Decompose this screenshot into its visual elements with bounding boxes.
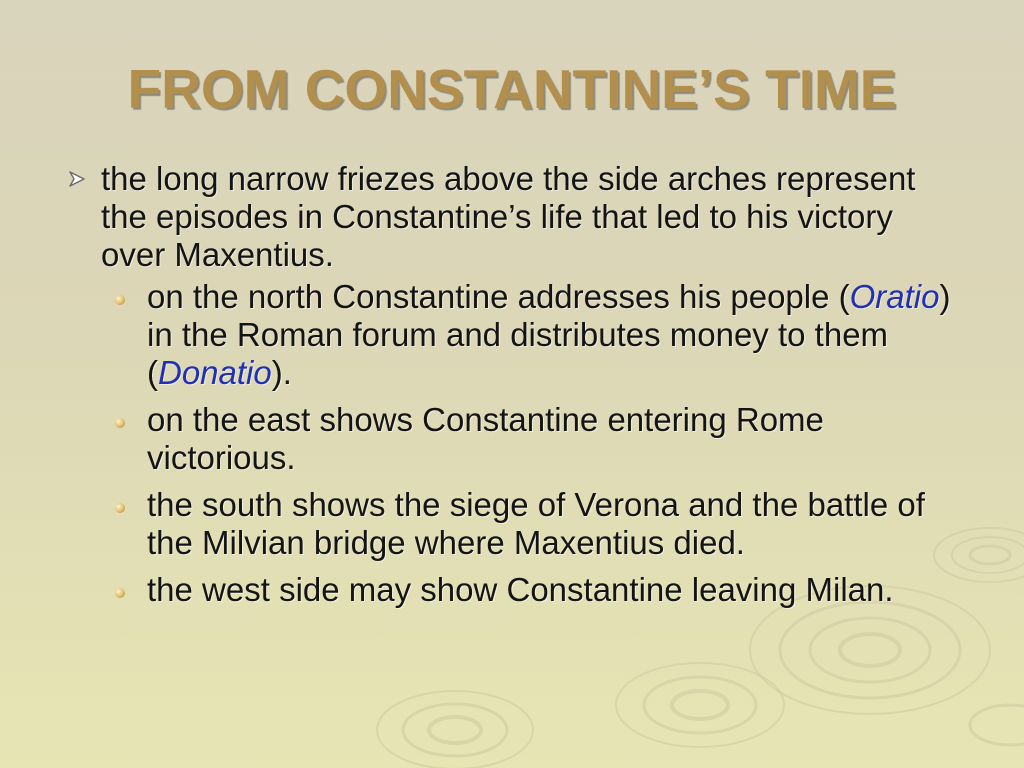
slide-content: [66, 160, 956, 618]
dot-bullet-icon: [115, 503, 125, 513]
main-bullet-text: the long narrow friezes above the side arches represent the episodes in Constantine’s life that led to his victory over Maxentius.: [101, 160, 916, 273]
sub-bullet-list: [66, 278, 956, 609]
sub-bullet-text: the west side may show Constantine leaving Milan.: [147, 571, 894, 608]
slide-title: FROM CONSTANTINE’S TIME: [127, 58, 897, 120]
main-bullet: [66, 160, 956, 274]
sub-bullet-south: [111, 486, 956, 562]
sub-bullet-text: ).: [271, 354, 292, 391]
donatio-term: Donatio: [158, 354, 272, 391]
dot-bullet-icon: [115, 418, 125, 428]
sub-bullet-text: on the north Constantine addresses his people (: [147, 278, 850, 315]
sub-bullet-text: ) in the Roman forum and distributes money to them (: [147, 278, 951, 391]
arrow-bullet-icon: [68, 170, 86, 188]
sub-bullet-north: [111, 278, 956, 392]
sub-bullet-text: the south shows the siege of Verona and the battle of the Milvian bridge where Maxentius died.: [147, 486, 925, 561]
dot-bullet-icon: [115, 295, 125, 305]
dot-bullet-icon: [115, 588, 125, 598]
sub-bullet-text: on the east shows Constantine entering Rome victorious.: [147, 401, 824, 476]
sub-bullet-west: [111, 571, 956, 609]
sub-bullet-east: [111, 401, 956, 477]
oratio-term: Oratio: [849, 278, 940, 315]
